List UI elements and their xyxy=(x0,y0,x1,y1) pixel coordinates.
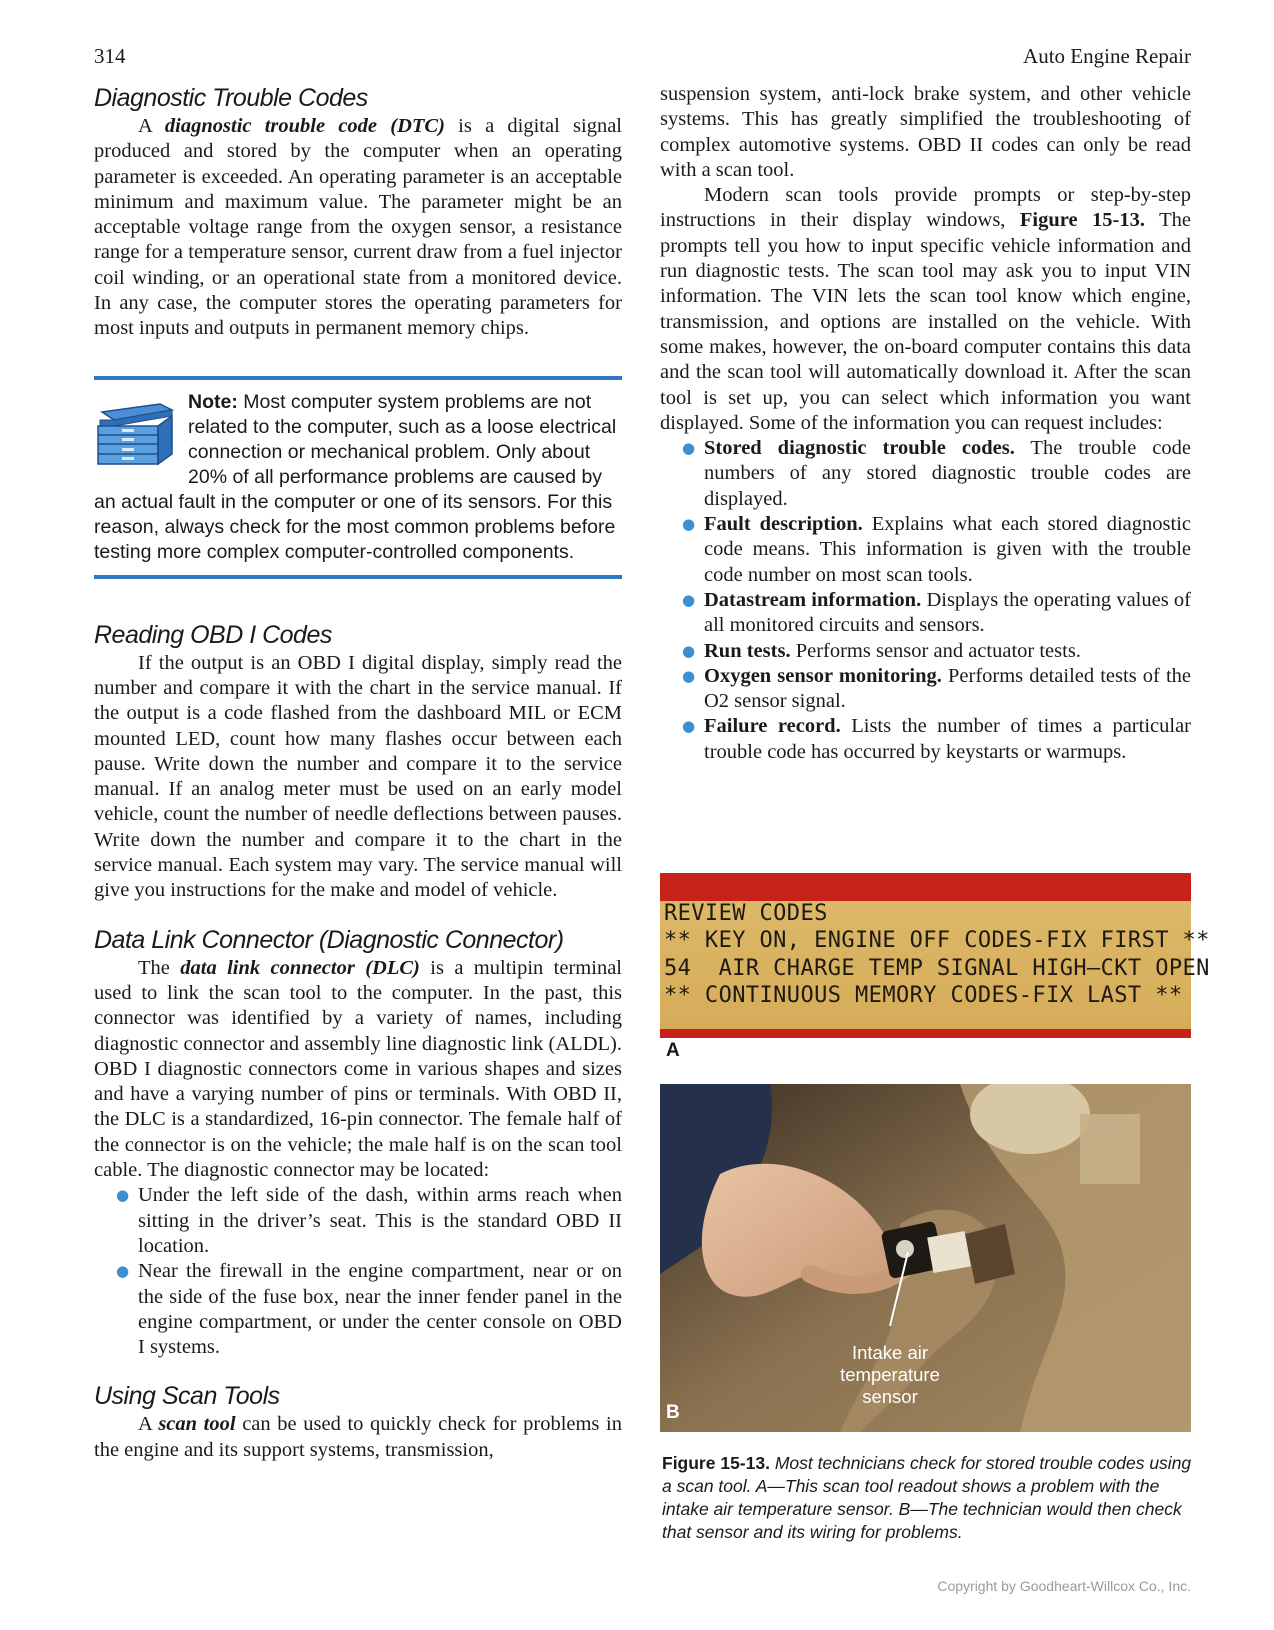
note-box xyxy=(94,376,622,579)
heading-using-scan-tools: Using Scan Tools xyxy=(94,1382,280,1411)
bullet-icon: ● xyxy=(682,666,696,685)
list-item-title: Oxygen sensor monitoring. xyxy=(704,664,942,687)
modern-text-start: Modern scan tools provide prompts or step-by-step instructions in their display windows, xyxy=(660,184,1191,232)
figure-reference: Figure 15-13. xyxy=(1019,209,1146,232)
sensor-callout xyxy=(810,1342,970,1408)
page-number: 314 xyxy=(94,44,126,68)
heading-diagnostic-trouble-codes: Diagnostic Trouble Codes xyxy=(94,84,368,112)
list-item-title: Run tests. xyxy=(704,639,791,662)
list-item xyxy=(116,1183,622,1259)
modern-text-rest: The prompts tell you how to input specific vehicle information and run diagnostic tests. The scan tool may ask you to input VIN information. The VIN lets the scan tool know which engine, transmission, and options are installed on the vehicle. With some makes, however, the on-board computer contains this data and the scan tool will automatically download it. After the scan tool is set up, you can select which information you want displayed. Some of the information you can request includes: xyxy=(660,209,1191,434)
dtc-paragraph xyxy=(94,114,622,342)
list-item xyxy=(682,664,1192,715)
scan-term: scan tool xyxy=(158,1413,236,1436)
list-item xyxy=(682,588,1191,639)
dlc-text-rest: is a multipin terminal used to link the scan tool to the computer. In the past, this connector was identified by a variety of names, including diagnostic connector and assembly line diagnostic link (ALDL). OBD I diagnostic connectors come in various shapes and sizes and have a varying number of pins or terminals. With OBD II, the DLC is a standardized, 16-pin connector. The female half of the connector is on the vehicle; the male half is on the scan tool cable. The diagnostic connector may be located: xyxy=(94,956,622,1182)
obd1-paragraph: If the output is an OBD I digital display, simply read the number and compare it with the chart in the service manual. If the output is a code flashed from the dashboard MIL or ECM mounted LED, count how many flashes occur between each pause. Write down the number and compare it to the service manual. If an analog meter must be used on an early model vehicle, count the number of needle deflections between pauses. Write down the number and compare it to the chart in the service manual. Each system may vary. The service manual will give you instructions for the make and model of vehicle. xyxy=(94,651,622,902)
dtc-text-rest: is a digital signal produced and stored by the computer when an operating parameter is exceeded. An operating parameter is an acceptable minimum and maximum value. The parameter might be an acceptable voltage range from the oxygen sensor, a resistance range for a temperature sensor, current draw from a fuel injector coil winding, or an operational state from a monitored device. In any case, the computer stores the operating parameters for most inputs and outputs in permanent memory chips. xyxy=(94,115,622,340)
list-item-text: Displays the operating values of all monitored circuits and sensors. xyxy=(704,588,1191,637)
caption-text: Most technicians check for stored trouble codes using a scan tool. A—This scan tool readout shows a problem with the intake air temperature sensor. B—The technician would then check that sensor and its wiring for problems. xyxy=(662,1453,1192,1542)
screen-line: REVIEW CODES xyxy=(664,901,828,926)
bullet-icon: ● xyxy=(682,439,696,458)
list-item-text: The trouble code numbers of any stored diagnostic trouble codes are displayed. xyxy=(704,437,1191,510)
bullet-icon: ● xyxy=(116,1262,130,1281)
scan-text-start: A xyxy=(138,1413,159,1436)
screen-line: ** CONTINUOUS MEMORY CODES-FIX LAST ** xyxy=(664,983,1183,1008)
scan-tool-info-list xyxy=(660,436,1191,765)
list-item-title: Fault description. xyxy=(704,513,863,536)
caption-label: Figure 15-13. xyxy=(662,1453,770,1473)
note-text: Most computer system problems are not related to the computer, such as a loose electrical connection or mechanical problem. Only about 20% of all performance problems are caused by an actual fault in the computer or one of its sensors. For this reason, always check for the most common problems before testing more complex computer-controlled components. xyxy=(94,390,617,563)
list-item-text: Performs detailed tests of the O2 sensor signal. xyxy=(704,664,1192,713)
scan-text-rest: can be used to quickly check for problems in the engine and its support systems, transmission, xyxy=(94,1413,622,1461)
figure-label-a: A xyxy=(666,1040,680,1061)
list-item xyxy=(116,1259,622,1360)
list-item-title: Failure record. xyxy=(704,715,841,738)
bullet-icon: ● xyxy=(682,590,696,609)
toolbox-icon xyxy=(94,398,176,468)
figure-label-b: B xyxy=(666,1402,680,1423)
callout-line: Intake air xyxy=(851,1342,929,1363)
list-item-text: Explains what each stored diagnostic code means. This information is given with the trouble code number on most scan tools. xyxy=(704,513,1191,586)
list-item xyxy=(682,639,1191,664)
bullet-icon: ● xyxy=(116,1186,130,1205)
heading-data-link-connector: Data Link Connector (Diagnostic Connector) xyxy=(94,925,564,954)
dtc-text-start: A xyxy=(138,115,165,137)
bullet-icon: ● xyxy=(682,515,696,534)
dlc-paragraph xyxy=(94,956,622,1184)
dlc-term: data link connector (DLC) xyxy=(180,956,420,979)
scan-tool-screen xyxy=(660,873,1210,1038)
scan-tool-display xyxy=(660,901,1210,1029)
list-item-text: Under the left side of the dash, within arms reach when sitting in the driver’s seat. This is the standard OBD II location. xyxy=(138,1184,622,1257)
list-item xyxy=(682,714,1191,765)
figure-a-scan-readout xyxy=(660,873,1210,1038)
callout-line: temperature sensor xyxy=(840,1364,940,1407)
dlc-text-start: The xyxy=(138,956,181,979)
list-item-text: Performs sensor and actuator tests. xyxy=(790,639,1081,662)
copyright-notice: Copyright by Goodheart-Willcox Co., Inc. xyxy=(937,1578,1191,1594)
bullet-icon: ● xyxy=(682,641,696,660)
left-column xyxy=(94,82,622,1463)
list-item xyxy=(682,512,1191,588)
modern-scan-tools-paragraph xyxy=(660,183,1191,436)
list-item xyxy=(682,436,1191,512)
list-item-text: Lists the number of times a particular trouble code has occurred by keystarts or warmups. xyxy=(704,715,1191,763)
continued-paragraph: suspension system, anti-lock brake system, and other vehicle systems. This has greatly simplified the troubleshooting of complex automotive systems. OBD II codes can only be read with a scan tool. xyxy=(660,83,1191,181)
scan-paragraph xyxy=(94,1412,622,1463)
bullet-icon: ● xyxy=(682,717,696,736)
dtc-term: diagnostic trouble code (DTC) xyxy=(164,115,445,137)
list-item-title: Stored diagnostic trouble codes. xyxy=(704,437,1015,460)
dlc-location-list xyxy=(94,1183,622,1360)
list-item-text: Near the firewall in the engine compartment, near or on the side of the fuse box, near the inner fender panel in the engine compartment, or under the center console on OBD I systems. xyxy=(138,1260,622,1359)
list-item-title: Datastream information. xyxy=(704,588,922,611)
running-header-title: Auto Engine Repair xyxy=(1023,44,1191,68)
screen-line: 54 AIR CHARGE TEMP SIGNAL HIGH—CKT OPEN xyxy=(664,956,1210,981)
right-column xyxy=(660,82,1191,765)
heading-reading-obd1-codes: Reading OBD I Codes xyxy=(94,620,332,649)
screen-line: ** KEY ON, ENGINE OFF CODES-FIX FIRST ** xyxy=(664,928,1210,953)
figure-caption xyxy=(662,1452,1192,1544)
figure-b-photo xyxy=(660,1084,1191,1432)
note-label: Note: xyxy=(188,390,238,413)
